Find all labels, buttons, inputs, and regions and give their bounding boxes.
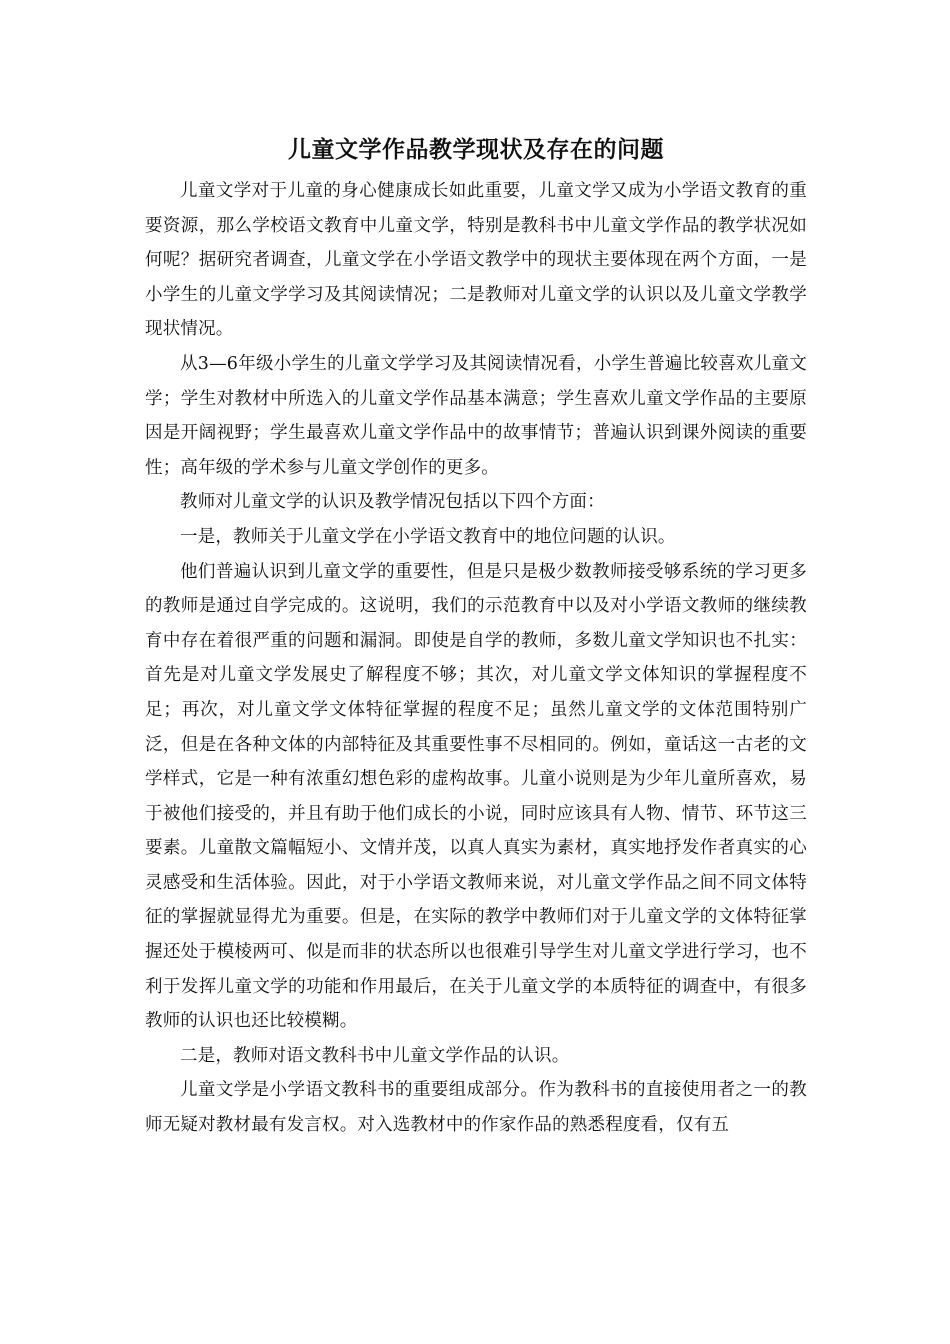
paragraph-student-reading: 从3—6年级小学生的儿童文学学习及其阅读情况看，小学生普遍比较喜欢儿童文学；学生对教材中所选入的儿童文学作品基本满意；学生喜欢儿童文学作品的主要原因是开阔视野；学生最喜欢儿童文学作品中的故事情节；普遍认识到课外阅读的重要性；高年级的学术参与儿童文学创作的更多。 bbox=[145, 353, 807, 478]
paragraph-point-two: 二是，教师对语文教科书中儿童文学作品的认识。 bbox=[180, 1045, 570, 1066]
paragraph-point-one-detail: 他们普遍认识到儿童文学的重要性，但是只是极少数教师接受够系统的学习更多的教师是通过自学完成的。这说明，我们的示范教育中以及对小学语文教师的继续教育中存在着很严重的问题和漏洞。即使是自学的教师，多数儿童文学知识也不扎实：首先是对儿童文学发展史了解程度不够；其次，对儿童文学文体知识的掌握程度不足；再次，对儿童文学文体特征掌握的程度不足；虽然儿童文学的文体范围特别广泛，但是在各种文体的内部特征及其重要性事不尽相同的。例如，童话这一古老的文学样式，它是一种有浓重幻想色彩的虚构故事。儿童小说则是为少年儿童所喜欢，易于被他们接受的，并且有助于他们成长的小说，同时应该具有人物、情节、环节这三要素。儿童散文篇幅短小、文情并茂，以真人真实为素材，真实地抒发作者真实的心灵感受和生活体验。因此，对于小学语文教师来说，对儿童文学作品之间不同文体特征的掌握就显得尤为重要。但是，在实际的教学中教师们对于儿童文学的文体特征掌握还处于模棱两可、似是而非的状态所以也很难引导学生对儿童文学进行学习，也不利于发挥儿童文学的功能和作用最后，在关于儿童文学的本质特征的调查中，有很多教师的认识也还比较模糊。 bbox=[145, 561, 807, 1032]
paragraph-point-two-detail: 儿童文学是小学语文教科书的重要组成部分。作为教科书的直接使用者之一的教师无疑对教材最有发言权。对入选教材中的作家作品的熟悉程度看，仅有五 bbox=[145, 1080, 807, 1136]
paragraph-teacher-aspects: 教师对儿童文学的认识及教学情况包括以下四个方面： bbox=[180, 492, 605, 513]
paragraph-intro: 儿童文学对于儿童的身心健康成长如此重要，儿童文学又成为小学语文教育的重要资源，那么学校语文教育中儿童文学，特别是教科书中儿童文学作品的教学状况如何呢？据研究者调查，儿童文学在小学语文教学中的现状主要体现在两个方面，一是小学生的儿童文学学习及其阅读情况；二是教师对儿童文学的认识以及儿童文学教学现状情况。 bbox=[145, 181, 807, 340]
document-page bbox=[145, 128, 807, 1143]
paragraph-point-one: 一是，教师关于儿童文学在小学语文教育中的地位问题的认识。 bbox=[180, 526, 676, 547]
document-title: 儿童文学作品教学现状及存在的问题 bbox=[288, 137, 664, 163]
